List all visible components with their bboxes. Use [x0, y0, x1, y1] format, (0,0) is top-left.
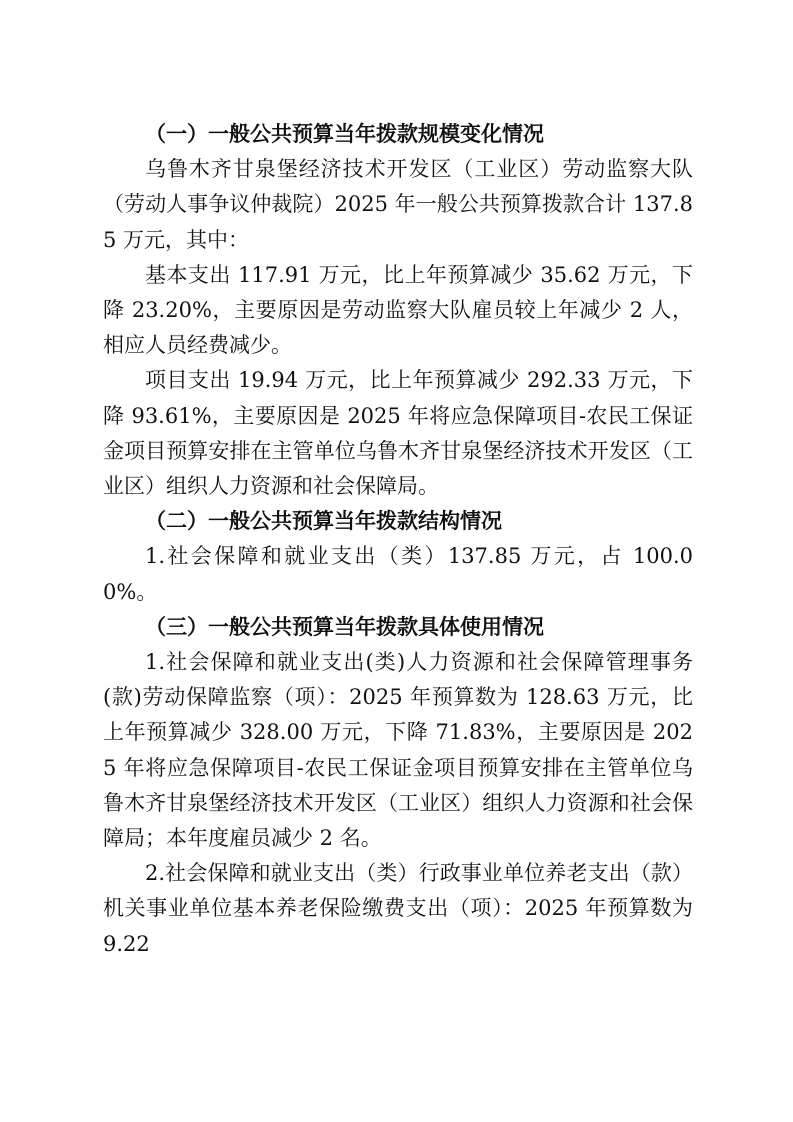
document-body	[103, 117, 693, 962]
paragraph-usage-item-2: 2.社会保障和就业支出（类）行政事业单位养老支出（款）机关事业单位基本养老保险缴费支出（项）：2025 年预算数为 9.22	[103, 861, 693, 956]
paragraph-basic-expenditure: 基本支出 117.91 万元，比上年预算减少 35.62 万元，下降 23.20%，主要原因是劳动监察大队雇员较上年减少 2 人，相应人员经费减少。	[103, 262, 693, 358]
paragraph-appropriation-total: 乌鲁木齐甘泉堡经济技术开发区（工业区）劳动监察大队（劳动人事争议仲裁院）2025 年一般公共预算拨款合计 137.85 万元，其中：	[103, 157, 693, 252]
paragraph-structure: 1.社会保障和就业支出（类）137.85 万元，占 100.00%。	[103, 544, 693, 604]
section-heading-2: （二）一般公共预算当年拨款结构情况	[145, 509, 502, 534]
section-heading-1: （一）一般公共预算当年拨款规模变化情况	[145, 122, 544, 146]
paragraph-project-expenditure: 项目支出 19.94 万元，比上年预算减少 292.33 万元，下降 93.61%，主要原因是 2025 年将应急保障项目-农民工保证金项目预算安排在主管单位乌鲁木齐甘泉堡经济技术开发区（工业区）组织人力资源和社会保障局。	[103, 368, 693, 499]
section-heading-3: （三）一般公共预算当年拨款具体使用情况	[145, 614, 544, 639]
paragraph-usage-item-1: 1.社会保障和就业支出(类)人力资源和社会保障管理事务(款)劳动保障监察（项）：2025 年预算数为 128.63 万元，比上年预算减少 328.00 万元，下降 71.83%，主要原因是 2025 年将应急保障项目-农民工保证金项目预算安排在主管单位乌鲁木齐甘泉堡经济技术开发区（工业区）组织人力资源和社会保障局；本年度雇员减少 2 名。	[103, 650, 693, 851]
